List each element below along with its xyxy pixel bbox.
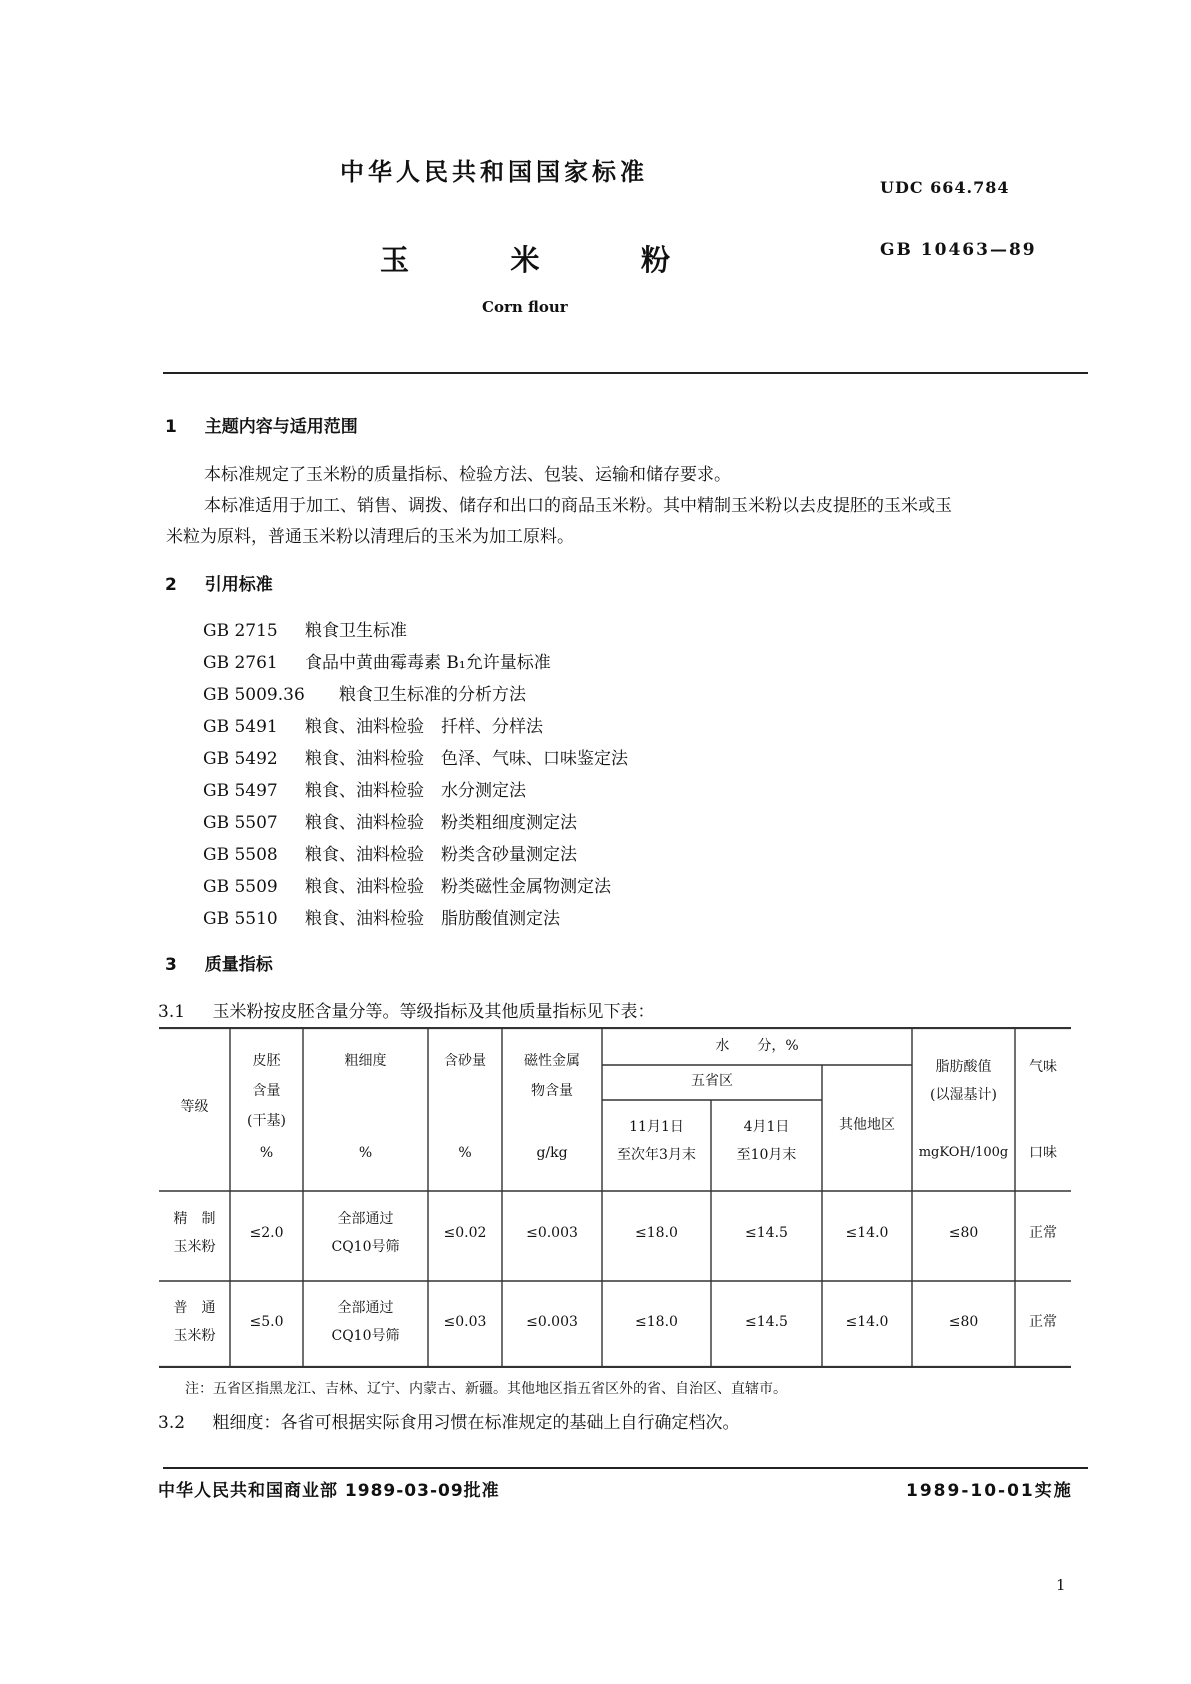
table-row-2-moisture-other: ≤14.0 [845, 1314, 889, 1330]
section-2-heading [165, 570, 273, 595]
header-metal-line1: 磁性金属 [524, 1053, 580, 1069]
standard-code: GB 5507 [203, 813, 278, 833]
standard-code: GB 5009.36 [203, 685, 305, 705]
table-row-1-acid: ≤80 [948, 1225, 979, 1241]
list-item [203, 904, 560, 929]
table-row-2-odor: 正常 [1029, 1314, 1057, 1330]
table-row-2-sand: ≤0.03 [443, 1314, 487, 1330]
table-row-1-moisture-five-winter: ≤18.0 [635, 1225, 678, 1241]
table-row-1-bran: ≤2.0 [249, 1225, 284, 1241]
table-note: 注：五省区指黑龙江、吉林、辽宁、内蒙古、新疆。其他地区指五省区外的省、自治区、直辖市。 [185, 1381, 787, 1397]
header-sand: 含砂量 [444, 1053, 486, 1069]
quality-index-table [159, 1027, 1071, 1368]
table-row-1-metal: ≤0.003 [526, 1225, 578, 1241]
table-row-2-metal: ≤0.003 [526, 1314, 578, 1330]
standard-title: 粮食、油料检验 粉类粗细度测定法 [305, 813, 577, 833]
section-1-paragraph-2-line-2: 米粒为原料，普通玉米粉以清理后的玉米为加工原料。 [166, 527, 574, 547]
standard-code: GB 5492 [203, 749, 278, 769]
header-period2-line1: 4月1日 [743, 1119, 790, 1135]
header-period1-line1: 11月1日 [629, 1119, 684, 1135]
table-row-2-grade-line2: 玉米粉 [173, 1328, 216, 1344]
table-row-1-moisture-other: ≤14.0 [845, 1225, 889, 1241]
list-item [203, 776, 526, 801]
standard-title: 食品中黄曲霉毒素 B₁允许量标准 [305, 653, 551, 673]
standard-title: 粮食、油料检验 脂肪酸值测定法 [305, 909, 560, 929]
section-1-heading [165, 412, 358, 437]
table-row-2-fineness-line2: CQ10号筛 [331, 1328, 400, 1344]
section-title: 引用标准 [204, 575, 273, 595]
clause-number: 3.2 [158, 1413, 186, 1433]
header-grade: 等级 [180, 1099, 209, 1115]
standard-title: 粮食、油料检验 水分测定法 [305, 781, 526, 801]
list-item [203, 648, 551, 673]
standard-title: 粮食卫生标准的分析方法 [339, 685, 526, 705]
implementation-date: 1989-10-01实施 [906, 1481, 1073, 1501]
header-metal-line2: 物含量 [531, 1083, 573, 1099]
list-item [203, 616, 407, 641]
national-standard-title: 中华人民共和国国家标准 [340, 158, 648, 186]
list-item [203, 712, 543, 737]
footer-divider [163, 1467, 1088, 1469]
clause-text: 粗细度：各省可根据实际食用习惯在标准规定的基础上自行确定档次。 [212, 1413, 740, 1433]
standard-code: GB 5508 [203, 845, 278, 865]
clause-3-1 [158, 997, 654, 1022]
header-fineness: 粗细度 [344, 1053, 387, 1069]
standard-code: GB 5510 [203, 909, 278, 929]
header-fineness-unit: % [358, 1145, 373, 1161]
standard-code: GB 5509 [203, 877, 278, 897]
header-odor: 气味 [1029, 1059, 1057, 1075]
standard-title: 粮食、油料检验 粉类磁性金属物测定法 [305, 877, 611, 897]
gb-number: GB 10463—89 [880, 240, 1037, 260]
header-period1-line2: 至次年3月末 [617, 1147, 696, 1163]
section-1-paragraph-2-line-1: 本标准适用于加工、销售、调拨、储存和出口的商品玉米粉。其中精制玉米粉以去皮提胚的玉米或玉 [204, 496, 952, 516]
page-number: 1 [1056, 1576, 1066, 1594]
section-title: 质量指标 [204, 955, 273, 975]
header-bran-line1: 皮胚 [252, 1053, 281, 1069]
header-period2-line2: 至10月末 [736, 1147, 797, 1163]
approval-line: 中华人民共和国商业部 1989-03-09批准 [158, 1481, 500, 1501]
header-acid-line2: (以湿基计) [930, 1087, 997, 1103]
header-taste: 口味 [1029, 1145, 1057, 1161]
header-metal-unit: g/kg [536, 1145, 568, 1161]
list-item [203, 680, 526, 705]
list-item [203, 872, 611, 897]
table-row-2-fineness-line1: 全部通过 [337, 1300, 394, 1316]
udc-code: UDC 664.784 [880, 178, 1010, 197]
clause-3-2 [158, 1408, 739, 1433]
section-title: 主题内容与适用范围 [204, 417, 358, 437]
standard-title: 粮食、油料检验 色泽、气味、口味鉴定法 [305, 749, 628, 769]
standard-title: 粮食卫生标准 [305, 621, 407, 641]
table-row-1-moisture-five-summer: ≤14.5 [745, 1225, 788, 1241]
table-row-2-moisture-five-summer: ≤14.5 [745, 1314, 788, 1330]
clause-number: 3.1 [158, 1002, 186, 1022]
section-3-heading [165, 950, 273, 975]
table-row-1-grade-line2: 玉米粉 [173, 1239, 216, 1255]
table-row-2-grade-line1: 普 通 [173, 1300, 216, 1316]
header-five-provinces: 五省区 [691, 1073, 733, 1089]
table-row-1-sand: ≤0.02 [443, 1225, 487, 1241]
header-bran-line3: (干基) [247, 1113, 286, 1129]
standard-code: GB 2761 [203, 653, 278, 673]
standard-title: 粮食、油料检验 扦样、分样法 [305, 717, 543, 737]
header-bran-line2: 含量 [252, 1083, 281, 1099]
header-sand-unit: % [458, 1145, 472, 1161]
document-title [380, 238, 670, 279]
table-row-2-acid: ≤80 [948, 1314, 979, 1330]
table-row-2-moisture-five-winter: ≤18.0 [635, 1314, 678, 1330]
table-row-1-odor: 正常 [1029, 1225, 1057, 1241]
header-acid-unit: mgKOH/100g [918, 1145, 1009, 1160]
table-row-1-grade-line1: 精 制 [173, 1211, 216, 1227]
section-number: 1 [165, 417, 177, 437]
standard-title: 粮食、油料检验 粉类含砂量测定法 [305, 845, 577, 865]
list-item [203, 808, 577, 833]
table-row-1-fineness-line1: 全部通过 [337, 1211, 394, 1227]
title-char: 玉 [380, 243, 410, 277]
header-other-regions: 其他地区 [839, 1117, 895, 1133]
section-number: 2 [165, 575, 177, 595]
title-char: 米 [510, 243, 540, 277]
standard-code: GB 5491 [203, 717, 278, 737]
title-char: 粉 [640, 243, 670, 277]
header-moisture: 水 分，% [715, 1038, 799, 1054]
section-number: 3 [165, 955, 177, 975]
english-title: Corn flour [482, 298, 568, 316]
list-item [203, 744, 628, 769]
table-row-2-bran: ≤5.0 [249, 1314, 284, 1330]
header-divider [163, 372, 1088, 374]
header-acid-line1: 脂肪酸值 [935, 1059, 992, 1075]
clause-text: 玉米粉按皮胚含量分等。等级指标及其他质量指标见下表： [212, 1002, 655, 1022]
list-item [203, 840, 577, 865]
standard-code: GB 5497 [203, 781, 278, 801]
standard-code: GB 2715 [203, 621, 278, 641]
header-bran-unit: % [259, 1145, 274, 1161]
table-row-1-fineness-line2: CQ10号筛 [331, 1239, 400, 1255]
section-1-paragraph-1: 本标准规定了玉米粉的质量指标、检验方法、包装、运输和储存要求。 [204, 465, 731, 485]
